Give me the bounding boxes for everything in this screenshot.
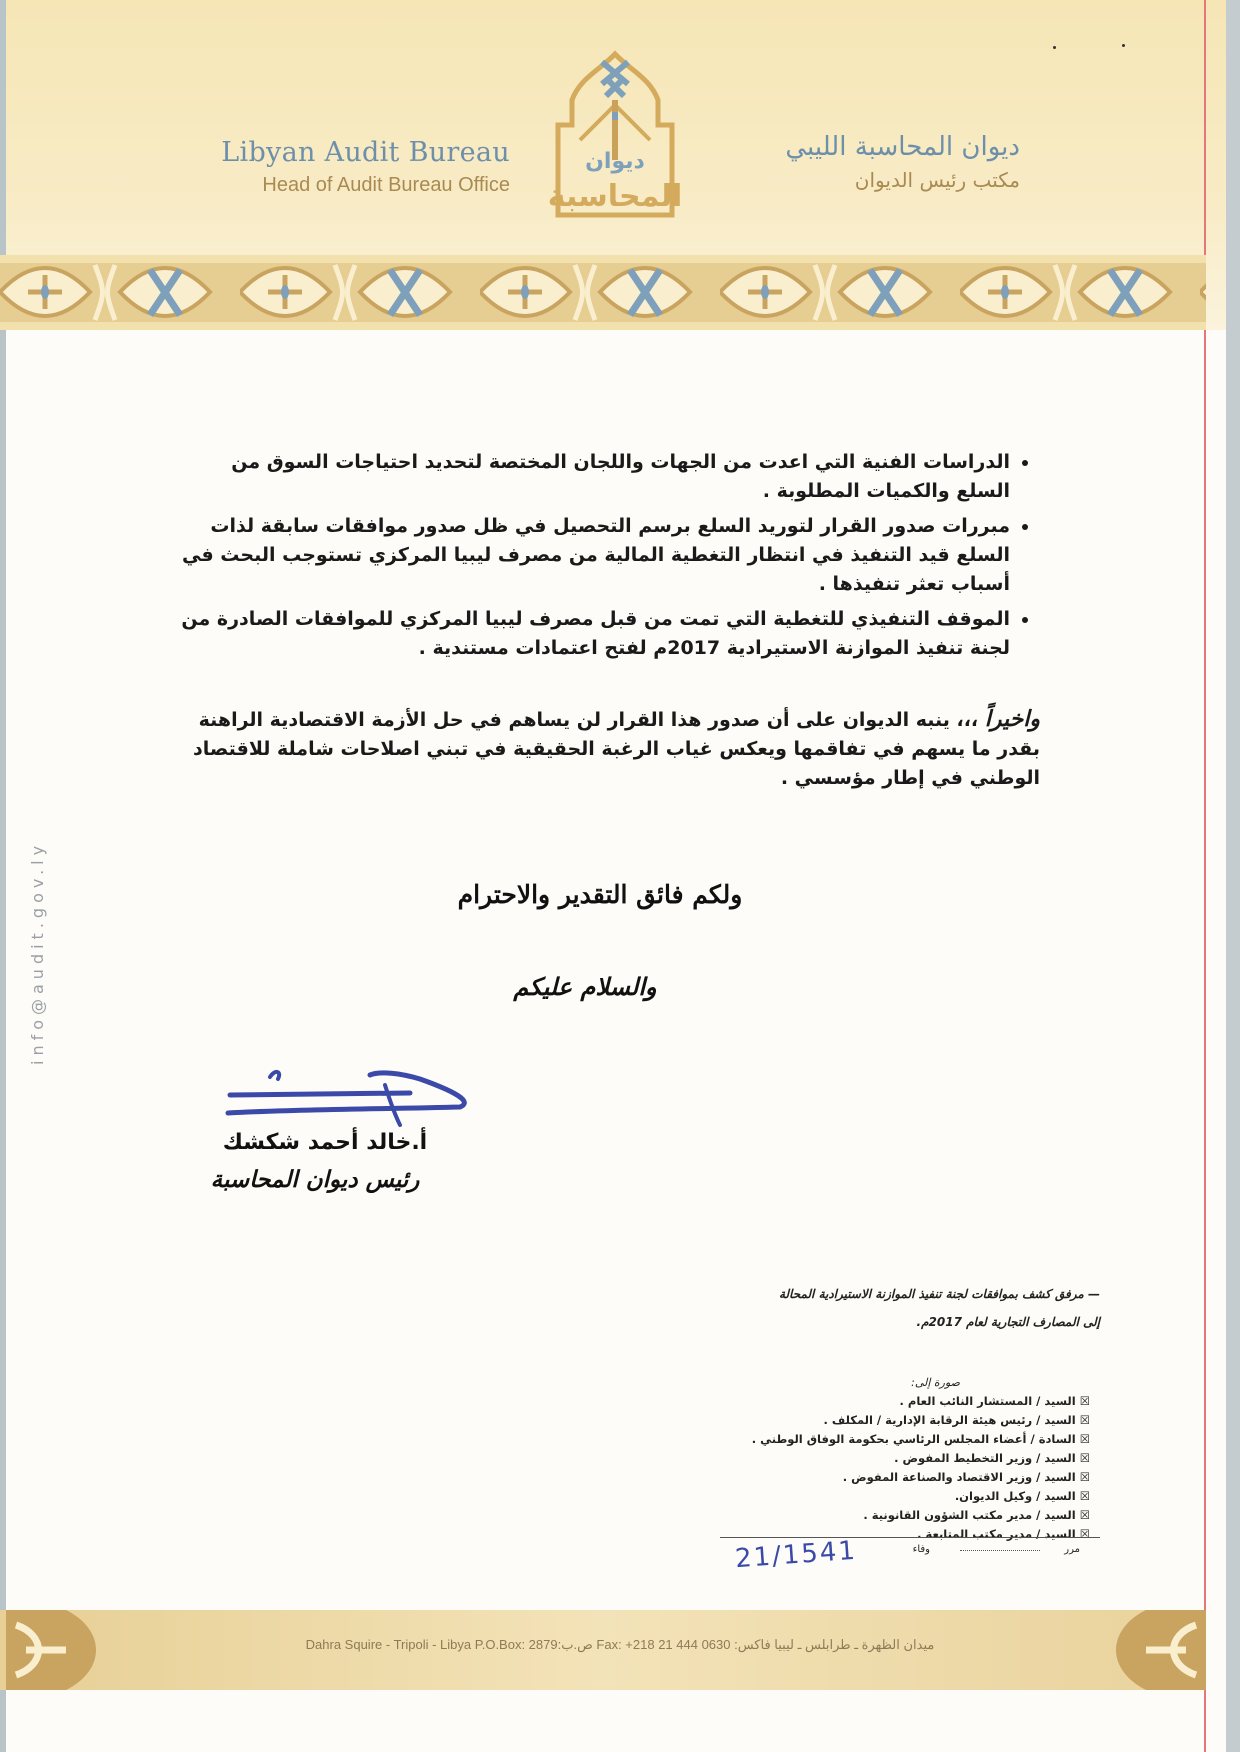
point-item: • الدراسات الفنية التي اعدت من الجهات واللجان المختصة لتحديد احتياجات السوق من السلع والكميات المطلوبة .: [180, 448, 1010, 506]
footer-ornament-left: [6, 1610, 116, 1690]
bureau-emblem-logo: [540, 50, 690, 220]
letterhead-english: [210, 137, 510, 197]
point-item: • مبررات صدور القرار لتوريد السلع برسم التحصيل في ظل صدور موافقات سابقة لذات السلع قيد التنفيذ في انتظار التغطية المالية من مصرف ليبيا المركزي تستوجب البحث في أسباب تعثر تنفيذها .: [180, 512, 1010, 599]
closing-text: ،،، ينبه الديوان على أن صدور هذا القرار لن يساهم في حل الأزمة الاقتصادية الراهنة بقدر ما يسهم في تفاقمها ويعكس غياب الرغبة الحقيقية في تبني اصلاحات شاملة للاقتصاد الوطني في إطار مؤسسي .: [193, 709, 1040, 789]
handwritten-signature: [220, 1065, 480, 1135]
attachment-line: إلى المصارف التجارية لعام 2017م.: [916, 1315, 1100, 1329]
attachment-note: [760, 1280, 1100, 1336]
letter-body: [180, 448, 1050, 669]
checkbox-icon: ☒: [1079, 1413, 1090, 1427]
letterhead-arabic: [700, 132, 1020, 192]
footer-address: Dahra Squire - Tripoli - Libya P.O.Box: 2879:ص.ب Fax: +218 21 444 0630 :ميدان الظهرة ـ طرابلس ـ ليبيا فاكس: [305, 1637, 935, 1652]
cc-item: ☒السيد / وزير الاقتصاد والصناعة المفوض .: [842, 1470, 1090, 1484]
footer-ornament-right: [1096, 1610, 1206, 1690]
cc-item: ☒السيد / مدير مكتب الشؤون القانونية .: [863, 1508, 1090, 1522]
speck: [1122, 44, 1125, 47]
attachment-line: — مرفق كشف بموافقات لجنة تنفيذ الموازنة الاستيرادية المحالة: [778, 1287, 1100, 1301]
checkbox-icon: ☒: [1079, 1451, 1090, 1465]
cc-list: [720, 1373, 1090, 1544]
checkbox-icon: ☒: [1079, 1394, 1090, 1408]
handwritten-reference-number: 21/1541: [734, 1535, 858, 1575]
signer-title: رئيس ديوان المحاسبة: [210, 1166, 420, 1193]
cc-item: ☒السيد / وكيل الديوان.: [954, 1489, 1090, 1503]
side-email-address: info@audit.gov.ly: [28, 840, 47, 1065]
salam-line: والسلام عليكم: [513, 972, 657, 1001]
checkbox-icon: ☒: [1079, 1527, 1090, 1541]
cc-item: ☒السيد / رئيس هيئة الرقابة الإدارية / المكلف .: [823, 1413, 1090, 1427]
org-name-en: Libyan Audit Bureau: [221, 137, 510, 168]
date-label: مرر: [1064, 1544, 1080, 1555]
number-label: وفاء: [912, 1544, 930, 1555]
checkbox-icon: ☒: [1079, 1470, 1090, 1484]
dotted-field: [960, 1538, 1040, 1551]
checkbox-icon: ☒: [1079, 1508, 1090, 1522]
cc-item: ☒السيد / وزير التخطيط المفوض .: [894, 1451, 1090, 1465]
closing-lead: واخيراً: [984, 707, 1040, 732]
closing-paragraph: [180, 705, 1040, 793]
emblem-text-bottom: المحاسبة: [547, 179, 683, 214]
emblem-text-top: ديوان: [585, 149, 645, 174]
org-name-ar: ديوان المحاسبة الليبي: [785, 132, 1020, 162]
speck: [1053, 46, 1056, 49]
office-name-en: Head of Audit Bureau Office: [262, 174, 510, 196]
office-name-ar: مكتب رئيس الديوان: [854, 168, 1020, 192]
checkbox-icon: ☒: [1079, 1432, 1090, 1446]
point-item: • الموقف التنفيذي للتغطية التي تمت من قبل مصرف ليبيا المركزي للموافقات الصادرة من لجنة تنفيذ الموازنة الاستيرادية 2017م لفتح اعتمادات مستندية .: [180, 605, 1010, 663]
cc-header: صورة إلى:: [911, 1376, 960, 1389]
checkbox-icon: ☒: [1079, 1489, 1090, 1503]
signer-name: أ.خالد أحمد شكشك: [222, 1130, 428, 1155]
scan-edge-right: [1226, 0, 1240, 1752]
arabesque-border: [0, 255, 1206, 330]
cc-item: ☒السيد / مدير مكتب المتابعة .: [917, 1527, 1090, 1541]
cc-item: ☒السادة / أعضاء المجلس الرئاسي بحكومة الوفاق الوطني .: [751, 1432, 1090, 1446]
regards-line: ولكم فائق التقدير والاحترام: [457, 880, 743, 909]
points-list: [180, 448, 1050, 663]
cc-item: ☒السيد / المستشار النائب العام .: [899, 1394, 1090, 1408]
